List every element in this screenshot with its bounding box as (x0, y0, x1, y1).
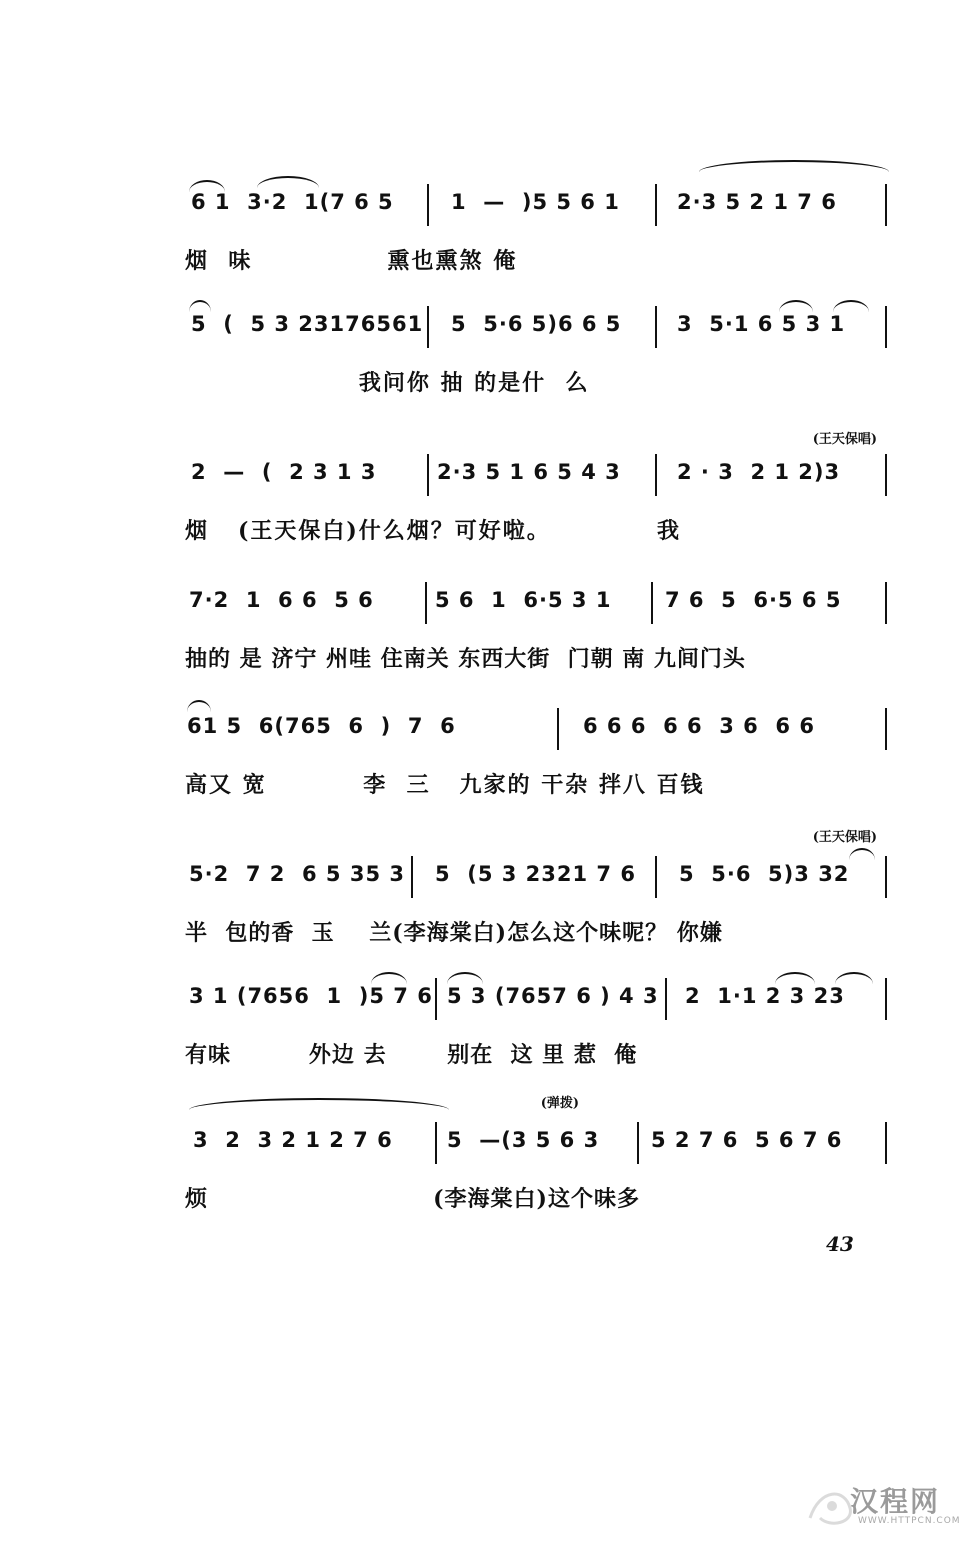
lyrics-line: 烟 (王天保白)什么烟？可好啦。 我 (185, 518, 682, 544)
barline (427, 306, 429, 348)
barline (411, 856, 413, 898)
slur-mark (187, 700, 211, 712)
measure: 2·3 5 1 6 5 4 3 (437, 460, 621, 484)
barline (655, 856, 657, 898)
barline (885, 978, 887, 1020)
barline (651, 582, 653, 624)
barline (427, 184, 429, 226)
barline (885, 708, 887, 750)
measure: 3 1 (7656 1 )5 7 6 (189, 984, 433, 1008)
slur-mark (699, 160, 889, 172)
watermark-url: WWW.HTTPCN.COM (858, 1516, 961, 1526)
measure: 1 — )5 5 6 1 (451, 190, 620, 214)
measure: 6 6 6 6 6 3 6 6 6 (583, 714, 815, 738)
watermark-text: 汉程网 (850, 1485, 941, 1518)
barline (665, 978, 667, 1020)
slur-mark (189, 1098, 449, 1110)
slur-mark (447, 972, 483, 984)
slur-mark (775, 972, 815, 984)
lyrics-line: 抽的 是 济宁 州哇 住南关 东西大街 门朝 南 九间门头 (185, 646, 746, 672)
measure: 3 2 3 2 1 2 7 6 (193, 1128, 393, 1152)
measure: 5 2 7 6 5 6 7 6 (651, 1128, 843, 1152)
measure: 5 —(3 5 6 3 (447, 1128, 600, 1152)
measure: 5 (5 3 2321 7 6 (435, 862, 636, 886)
measure: 2·3 5 2 1 7 6 (677, 190, 837, 214)
measure: 5 3 (7657 6 ) 4 3 (447, 984, 659, 1008)
measure: 6 1 3·2 1(7 6 5 (191, 190, 394, 214)
barline (885, 184, 887, 226)
lyrics-line: 烦 (李海棠白)这个味多 (185, 1186, 640, 1212)
slur-mark (257, 176, 319, 188)
instrument-label: (弹拨) (540, 1096, 579, 1111)
slur-mark (833, 300, 869, 312)
barline (435, 978, 437, 1020)
barline (885, 454, 887, 496)
barline (655, 454, 657, 496)
page-number: 43 (826, 1232, 854, 1256)
performer-label: (王天保唱) (812, 830, 877, 845)
barline (427, 454, 429, 496)
slur-mark (189, 300, 211, 312)
slur-mark (371, 972, 407, 984)
measure: 5 ( 5 3 23176561 (191, 312, 424, 336)
measure: 5 5·6 5)3 32 (679, 862, 850, 886)
measure: 3 5·1 6 5 3 1 (677, 312, 846, 336)
barline (425, 582, 427, 624)
measure: 7 6 5 6·5 6 5 (665, 588, 842, 612)
barline (885, 582, 887, 624)
barline (885, 306, 887, 348)
measure: 2 — ( 2 3 1 3 (191, 460, 377, 484)
lyrics-line: 我问你 抽 的是什 么 (185, 370, 590, 396)
barline (637, 1122, 639, 1164)
measure: 5 5·6 5)6 6 5 (451, 312, 622, 336)
barline (655, 306, 657, 348)
slur-mark (849, 848, 875, 860)
measure: 7·2 1 6 6 5 6 (189, 588, 374, 612)
barline (885, 856, 887, 898)
measure: 5 6 1 6·5 3 1 (435, 588, 612, 612)
measure: 2 1·1 2 3 23 (685, 984, 845, 1008)
barline (435, 1122, 437, 1164)
slur-mark (835, 972, 873, 984)
barline (557, 708, 559, 750)
barline (655, 184, 657, 226)
lyrics-line: 高又 宽 李 三 九家的 干杂 拌八 百钱 (185, 772, 705, 798)
lyrics-line: 半 包的香 玉 兰(李海棠白)怎么这个味呢？ 你嫌 (185, 920, 723, 946)
measure: 2 · 3 2 1 2)3 (677, 460, 841, 484)
measure: 61 5 6(765 6 ) 7 6 (187, 714, 456, 738)
performer-label: (王天保唱) (812, 432, 877, 447)
barline (885, 1122, 887, 1164)
measure: 5·2 7 2 6 5 35 3 (189, 862, 405, 886)
lyrics-line: 烟 味 熏也熏煞 俺 (185, 248, 518, 274)
slur-mark (779, 300, 813, 312)
lyrics-line: 有味 外边 去 别在 这 里 惹 俺 (185, 1042, 638, 1068)
